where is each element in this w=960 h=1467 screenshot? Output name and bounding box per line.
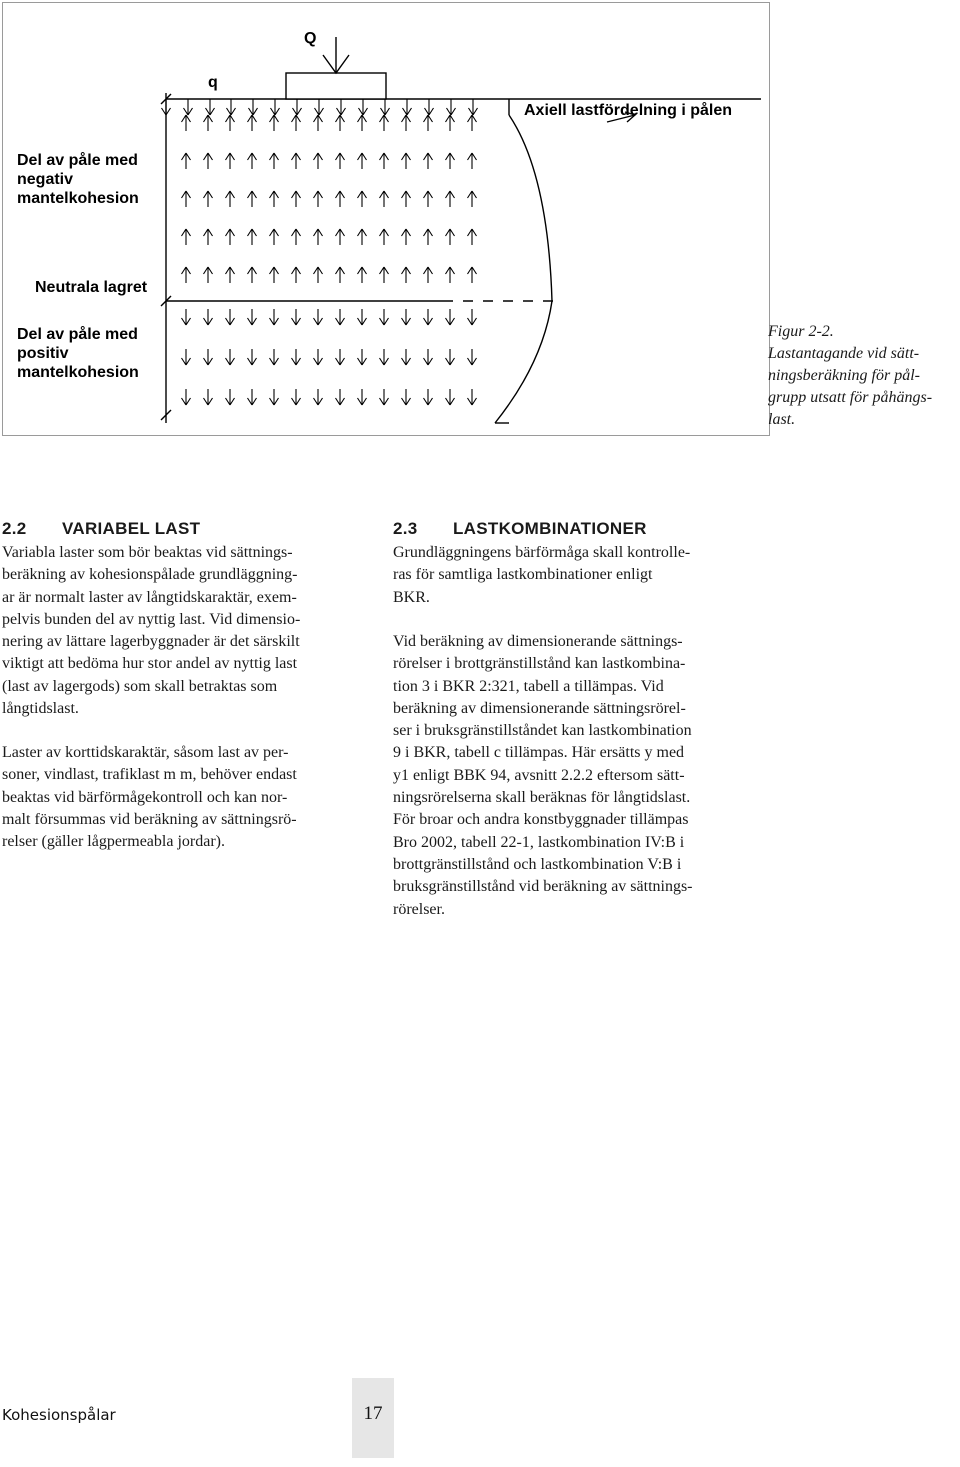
label-positiv-mantelkohesion: Del av påle med positiv mantelkohesion xyxy=(17,326,139,381)
positive-friction-arrow xyxy=(402,349,411,365)
positive-friction-arrow xyxy=(226,309,235,325)
negative-friction-arrow xyxy=(424,153,433,169)
positive-friction-arrow xyxy=(424,389,433,405)
section-heading-2-2 xyxy=(2,518,200,540)
negative-friction-arrow xyxy=(292,153,301,169)
section-title: VARIABEL LAST xyxy=(62,519,201,538)
negative-friction-arrow xyxy=(402,191,411,207)
negative-friction-arrow xyxy=(204,153,213,169)
negative-friction-arrow xyxy=(468,267,477,283)
negative-friction-arrow xyxy=(204,191,213,207)
label-neutrala-lagret: Neutrala lagret xyxy=(35,279,148,296)
negative-friction-arrow xyxy=(402,153,411,169)
positive-friction-arrow xyxy=(314,309,323,325)
q-load-arrow xyxy=(315,99,324,115)
positive-friction-arrow xyxy=(314,389,323,405)
positive-friction-arrow xyxy=(336,349,345,365)
negative-friction-arrow xyxy=(446,115,455,131)
page-number: 17 xyxy=(363,1403,383,1424)
negative-friction-arrow xyxy=(424,191,433,207)
positive-friction-arrow xyxy=(380,309,389,325)
negative-friction-arrow xyxy=(292,115,301,131)
positive-friction-arrow xyxy=(402,389,411,405)
positive-friction-arrow xyxy=(380,349,389,365)
label-axiell-lastfordelning: Axiell lastfördelning i pålen xyxy=(524,102,733,119)
negative-friction-arrow xyxy=(380,191,389,207)
q-load-arrow xyxy=(469,99,478,115)
negative-friction-arrow xyxy=(358,267,367,283)
footer-title: Kohesionspålar xyxy=(2,1406,116,1424)
positive-friction-arrow xyxy=(204,309,213,325)
negative-friction-arrow xyxy=(358,115,367,131)
negative-friction-arrow xyxy=(182,229,191,245)
negative-friction-arrow xyxy=(380,229,389,245)
negative-friction-arrow xyxy=(182,115,191,131)
negative-friction-arrow xyxy=(226,115,235,131)
positive-friction-arrow xyxy=(424,349,433,365)
positive-friction-arrow xyxy=(248,389,257,405)
negative-friction-arrow xyxy=(314,229,323,245)
negative-friction-arrow xyxy=(204,115,213,131)
negative-friction-arrow xyxy=(314,115,323,131)
negative-friction-arrow xyxy=(336,267,345,283)
positive-friction-arrow xyxy=(358,349,367,365)
positive-friction-arrow xyxy=(358,389,367,405)
negative-friction-arrow xyxy=(226,191,235,207)
q-load-arrow xyxy=(337,99,346,115)
q-load-arrow xyxy=(271,99,280,115)
negative-friction-arrow xyxy=(468,229,477,245)
figure-pile-load-distribution xyxy=(2,2,770,436)
negative-friction-arrow xyxy=(402,115,411,131)
negative-friction-arrow xyxy=(446,191,455,207)
section-number: 2.2 xyxy=(2,519,27,538)
negative-friction-arrow xyxy=(336,115,345,131)
negative-friction-arrow xyxy=(248,153,257,169)
q-load-arrow xyxy=(381,99,390,115)
negative-friction-arrow xyxy=(270,229,279,245)
section-heading-2-3 xyxy=(393,518,647,540)
positive-friction-arrow xyxy=(270,389,279,405)
q-load-arrow xyxy=(403,99,412,115)
positive-friction-arrow xyxy=(204,349,213,365)
negative-friction-arrow xyxy=(226,153,235,169)
label-q: q xyxy=(208,74,218,91)
positive-friction-arrow xyxy=(292,309,301,325)
negative-friction-arrow xyxy=(292,191,301,207)
negative-friction-arrow xyxy=(248,191,257,207)
negative-friction-arrow xyxy=(314,267,323,283)
positive-friction-arrow xyxy=(182,309,191,325)
q-load-arrow xyxy=(249,99,258,115)
positive-friction-arrow xyxy=(358,309,367,325)
negative-friction-arrow xyxy=(182,267,191,283)
pile-cap xyxy=(286,73,386,99)
positive-friction-arrow xyxy=(424,309,433,325)
negative-friction-arrow xyxy=(446,267,455,283)
negative-friction-arrow xyxy=(314,191,323,207)
q-load-arrow xyxy=(359,99,368,115)
positive-friction-arrow xyxy=(226,349,235,365)
negative-friction-arrow xyxy=(402,267,411,283)
negative-friction-arrow xyxy=(424,115,433,131)
negative-friction-arrow xyxy=(336,153,345,169)
negative-friction-arrow xyxy=(336,229,345,245)
q-load-arrow xyxy=(227,99,236,115)
negative-friction-arrow xyxy=(402,229,411,245)
negative-friction-arrow xyxy=(226,267,235,283)
negative-friction-arrow xyxy=(468,191,477,207)
section-title: LASTKOMBINATIONER xyxy=(453,519,647,538)
negative-friction-arrow xyxy=(270,153,279,169)
negative-friction-arrow xyxy=(468,115,477,131)
negative-friction-arrow xyxy=(270,115,279,131)
positive-friction-arrow xyxy=(270,309,279,325)
paragraph-lastkombinationer-1: Grundläggningens bärförmåga skall kontrolle- ras för samtliga lastkombinationer enligt BKR. xyxy=(393,544,691,606)
negative-friction-arrow xyxy=(292,229,301,245)
negative-friction-arrow xyxy=(380,267,389,283)
positive-friction-arrow xyxy=(446,389,455,405)
positive-friction-arrow xyxy=(314,349,323,365)
positive-friction-arrow xyxy=(292,349,301,365)
negative-friction-arrow xyxy=(336,191,345,207)
negative-friction-arrow xyxy=(358,229,367,245)
negative-friction-arrow xyxy=(292,267,301,283)
negative-friction-arrow xyxy=(358,191,367,207)
negative-friction-arrow xyxy=(358,153,367,169)
positive-friction-arrow xyxy=(468,349,477,365)
axial-load-distribution-curve xyxy=(495,115,552,423)
negative-friction-arrow xyxy=(248,267,257,283)
paragraph-variabel-last-2: Laster av korttidskaraktär, såsom last av per- soner, vindlast, trafiklast m m, behöver endast beaktas vid bärförmågekontroll och kan nor- malt försummas vid beräkning av sättningsrö- relser (gäller lågpermeabla jordar). xyxy=(2,744,297,851)
negative-friction-arrow xyxy=(270,267,279,283)
negative-friction-arrow xyxy=(446,153,455,169)
label-negativ-mantelkohesion: Del av påle med negativ mantelkohesion xyxy=(17,152,139,207)
positive-friction-arrow xyxy=(226,389,235,405)
positive-friction-arrow xyxy=(380,389,389,405)
positive-friction-arrow xyxy=(182,349,191,365)
paragraph-lastkombinationer-2: Vid beräkning av dimensionerande sättnings- rörelser i brottgränstillstånd kan lastkombina- tion 3 i BKR 2:321, tabell a tillämpas. Vid beräkning av dimensionerande sättningsrörel- ser i bruksgränstillståndet kan lastkombination 9 i BKR, tabell c tillämpas. Här ersätts y med y1 enligt BBK 94, avsnitt 2.2.2 eftersom sätt- ningsrörelserna skall beräknas för långtidslast. För broar och andra konstbyggnader tillämpas Bro 2002, tabell 22-1, lastkombination IV:B i brottgränstillstånd och lastkombination V:B i bruksgränstillstånd vid beräkning av sättnings- rörelser. xyxy=(393,633,693,918)
positive-friction-arrow xyxy=(204,389,213,405)
positive-friction-arrow xyxy=(248,349,257,365)
negative-friction-arrow xyxy=(226,229,235,245)
negative-friction-arrow xyxy=(446,229,455,245)
q-load-arrow xyxy=(425,99,434,115)
negative-friction-arrow xyxy=(270,191,279,207)
q-load-arrow xyxy=(447,99,456,115)
negative-friction-arrow xyxy=(424,267,433,283)
positive-friction-arrow xyxy=(248,309,257,325)
negative-friction-arrow xyxy=(182,153,191,169)
positive-friction-arrow xyxy=(468,389,477,405)
positive-friction-arrow xyxy=(446,309,455,325)
paragraph-variabel-last-1: Variabla laster som bör beaktas vid sättnings- beräkning av kohesionspålade grundläggning- ar är normalt laster av långtidskaraktär, exem- pelvis bunden del av nyttig last. Vid dimensio- nering av lättare lagerbyggnader är det särskilt viktigt att bedöma hur stor andel av nyttig last (last av lagergods) som skall betraktas som långtidslast. xyxy=(2,544,301,718)
negative-friction-arrow xyxy=(182,191,191,207)
negative-friction-arrow xyxy=(468,153,477,169)
positive-friction-arrow xyxy=(336,309,345,325)
positive-friction-arrow xyxy=(292,389,301,405)
negative-friction-arrow xyxy=(248,115,257,131)
figure-caption: Figur 2-2. Lastantagande vid sätt- ningsberäkning för pål- grupp utsatt för påhängs- last. xyxy=(768,323,933,428)
q-load-arrow xyxy=(184,99,193,115)
negative-friction-arrow xyxy=(314,153,323,169)
negative-friction-arrow xyxy=(380,153,389,169)
positive-friction-arrow xyxy=(402,309,411,325)
negative-friction-arrow xyxy=(424,229,433,245)
negative-friction-arrow xyxy=(204,267,213,283)
positive-friction-arrow xyxy=(270,349,279,365)
negative-friction-arrow xyxy=(248,229,257,245)
q-load-arrow xyxy=(206,99,215,115)
negative-friction-arrow xyxy=(380,115,389,131)
q-load-arrow xyxy=(293,99,302,115)
positive-friction-arrow xyxy=(468,309,477,325)
positive-friction-arrow xyxy=(446,349,455,365)
positive-friction-arrow xyxy=(182,389,191,405)
negative-friction-arrow xyxy=(204,229,213,245)
section-number: 2.3 xyxy=(393,519,418,538)
positive-friction-arrow xyxy=(336,389,345,405)
label-Q: Q xyxy=(304,30,317,47)
